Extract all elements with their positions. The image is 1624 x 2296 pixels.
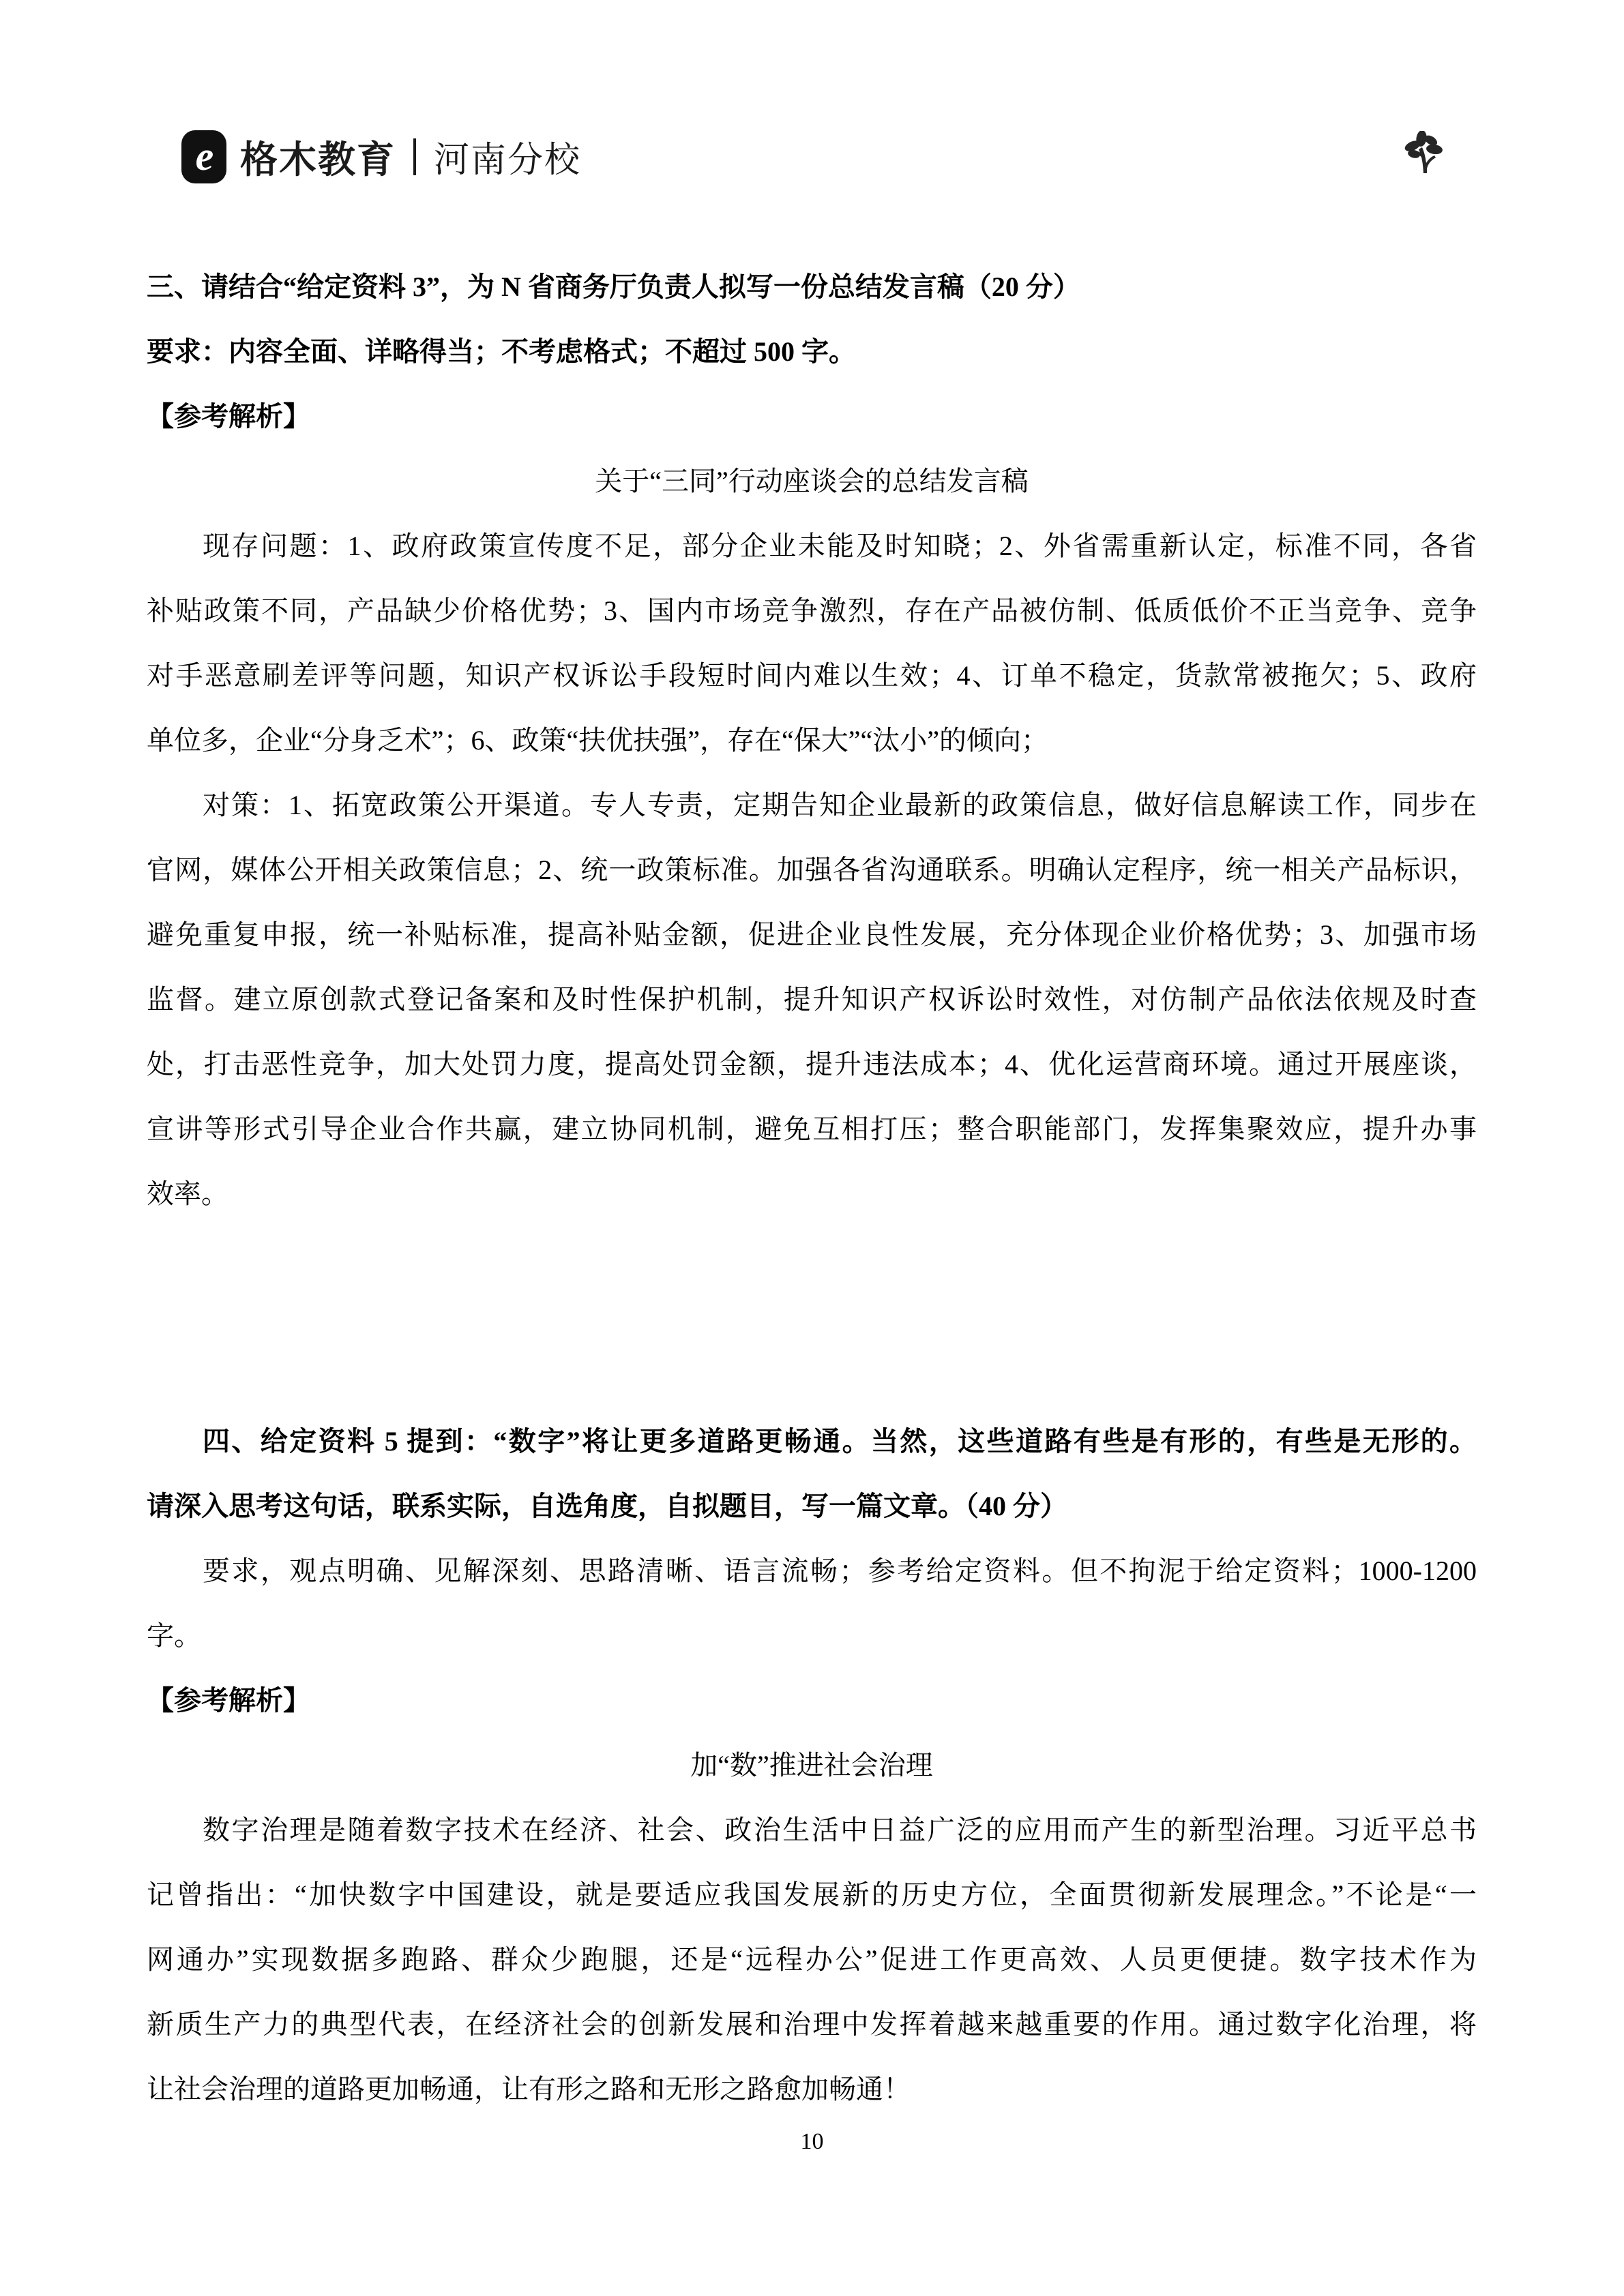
page-number: 10: [800, 2129, 824, 2154]
tree-icon: [1404, 131, 1445, 175]
q4-essay-line: 记曾指出：“加快数字中国建设，就是要适应我国发展新的历史方位，全面贯彻新发展理念。”不论是“一: [147, 1879, 1477, 1910]
q3-solutions-line: 监督。建立原创款式登记备案和及时性保护机制，提升知识产权诉讼时效性，对仿制产品依法依规及时查: [147, 984, 1477, 1015]
q4-requirements-line: 字。: [147, 1620, 201, 1651]
q4-stem-line: 四、给定资料 5 提到：“数字”将让更多道路更畅通。当然，这些道路有些是有形的，有些是无形的。: [203, 1426, 1477, 1457]
q4-essay-line: 网通办”实现数据多跑路、群众少跑腿，还是“远程办公”促进工作更高效、人员更便捷。数字技术作为: [147, 1944, 1477, 1975]
logo-brand-text: 格木教育: [240, 138, 396, 181]
q3-solutions-line: 处，打击恶性竞争，加大处罚力度，提高处罚金额，提升违法成本；4、优化运营商环境。通过开展座谈，: [147, 1049, 1477, 1079]
q3-problems-line: 补贴政策不同，产品缺少价格优势；3、国内市场竞争激烈，存在产品被仿制、低质低价不正当竞争、竞争: [147, 595, 1477, 626]
brand-logo: [181, 130, 581, 183]
q3-analysis-label: 【参考解析】: [147, 401, 310, 432]
logo-divider: [413, 138, 416, 175]
q3-problems-line: 对手恶意刷差评等问题，知识产权诉讼手段短时间内难以生效；4、订单不稳定，货款常被拖欠；5、政府: [147, 660, 1477, 691]
q4-essay-line: 让社会治理的道路更加畅通，让有形之路和无形之路愈加畅通！: [147, 2074, 911, 2104]
gemu-logo-mark-icon: [181, 130, 226, 183]
logo-branch-text: 河南分校: [434, 140, 582, 180]
q3-solutions-line: 宣讲等形式引导企业合作共赢，建立协同机制，避免互相打压；整合职能部门，发挥集聚效应，提升办事: [147, 1114, 1477, 1144]
q4-analysis-label: 【参考解析】: [147, 1685, 310, 1716]
q3-problems-line: 单位多，企业“分身乏术”；6、政策“扶优扶强”，存在“保大”“汰小”的倾向；: [147, 725, 1049, 756]
q3-problems-line: 现存问题：1、政府政策宣传度不足，部分企业未能及时知晓；2、外省需重新认定，标准不同，各省: [203, 531, 1477, 561]
q4-essay-title: 加“数”推进社会治理: [690, 1750, 933, 1780]
q4-essay-line: 新质生产力的典型代表，在经济社会的创新发展和治理中发挥着越来越重要的作用。通过数字化治理，将: [147, 2009, 1477, 2040]
q4-essay-line: 数字治理是随着数字技术在经济、社会、政治生活中日益广泛的应用而产生的新型治理。习近平总书: [203, 1815, 1477, 1845]
q3-requirements: 要求：内容全面、详略得当；不考虑格式；不超过 500 字。: [147, 336, 856, 367]
q3-solutions-line: 效率。: [147, 1178, 228, 1209]
q3-answer-title: 关于“三同”行动座谈会的总结发言稿: [595, 466, 1029, 496]
section-gap: [147, 1226, 1477, 1409]
logo-letter: e: [195, 133, 214, 179]
q3-solutions-line: 避免重复申报，统一补贴标准，提高补贴金额，促进企业良性发展，充分体现企业价格优势；3、加强市场: [147, 919, 1477, 950]
document-body: [147, 254, 1477, 2121]
q4-requirements-line: 要求，观点明确、见解深刻、思路清晰、语言流畅；参考给定资料。但不拘泥于给定资料；1000-1200: [203, 1555, 1477, 1586]
q4-stem-line: 请深入思考这句话，联系实际，自选角度，自拟题目，写一篇文章。（40 分）: [147, 1491, 1067, 1521]
q3-solutions-line: 官网，媒体公开相关政策信息；2、统一政策标准。加强各省沟通联系。明确认定程序，统一相关产品标识，: [147, 854, 1477, 885]
q3-stem: 三、请结合“给定资料 3”，为 N 省商务厅负责人拟写一份总结发言稿（20 分）: [147, 271, 1080, 302]
q3-solutions-line: 对策：1、拓宽政策公开渠道。专人专责，定期告知企业最新的政策信息，做好信息解读工作，同步在: [203, 790, 1477, 820]
